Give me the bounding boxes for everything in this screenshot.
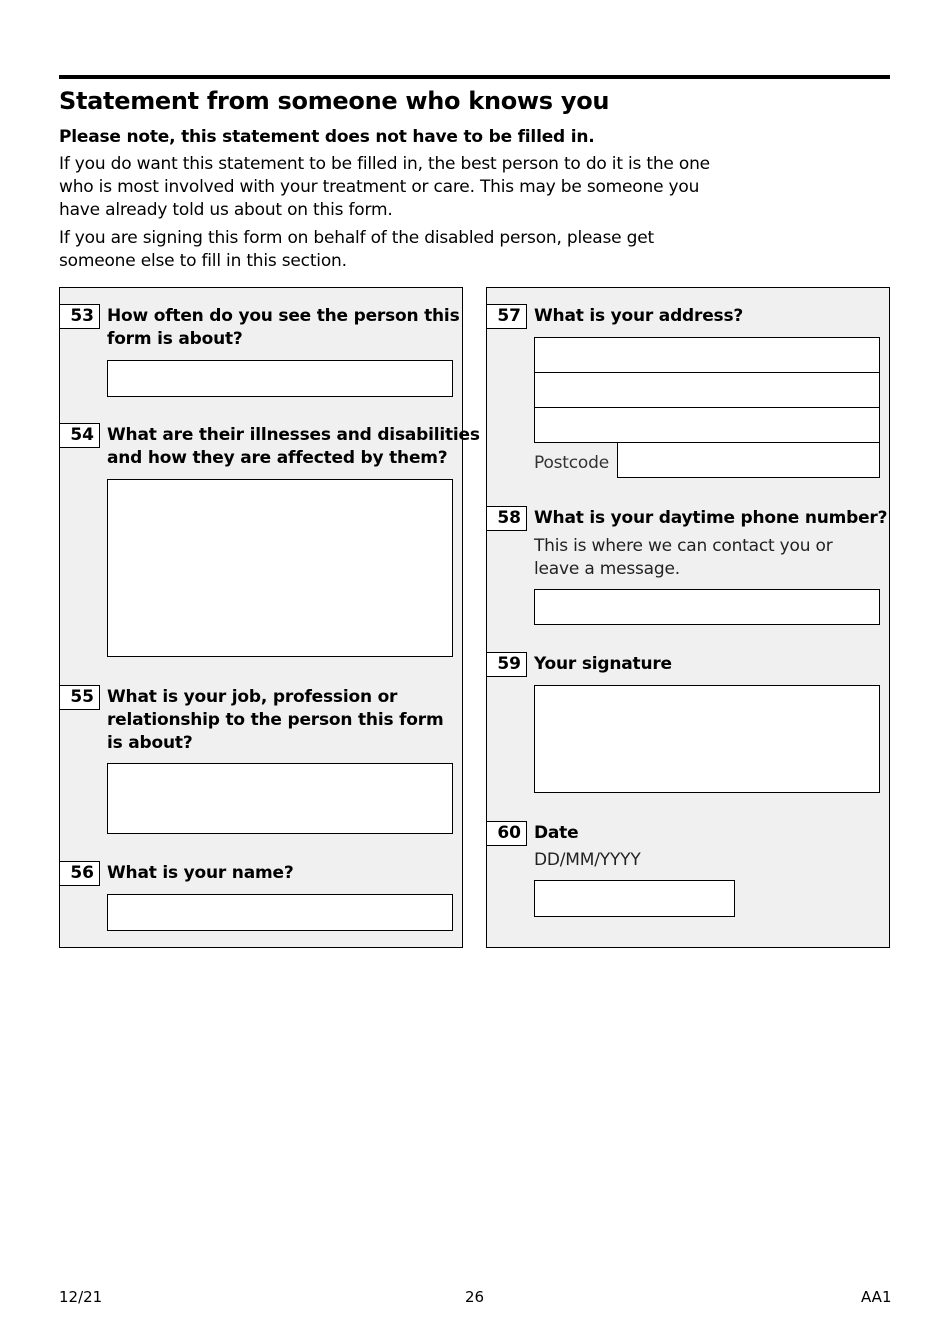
behalf-line: If you are signing this form on behalf of the disabled person, please get xyxy=(59,228,654,248)
question-line: What is your name? xyxy=(107,863,294,883)
question-number-59: 59 xyxy=(487,652,527,677)
phone-hint xyxy=(534,535,833,581)
question-59-text xyxy=(534,653,672,676)
question-53-text xyxy=(107,305,459,351)
question-line: Date xyxy=(534,823,579,843)
address-line-1-input[interactable] xyxy=(534,337,880,373)
section-title: Statement from someone who knows you xyxy=(59,87,610,115)
question-number-54: 54 xyxy=(60,423,100,448)
name-input[interactable] xyxy=(107,894,453,931)
question-number-55: 55 xyxy=(60,685,100,710)
footer-date-code: 12/21 xyxy=(59,1288,103,1306)
question-line: What is your job, profession or xyxy=(107,687,398,707)
hint-line: DD/MM/YYYY xyxy=(534,850,641,870)
question-58-text xyxy=(534,507,887,530)
question-57-text xyxy=(534,305,743,328)
question-55-text xyxy=(107,686,443,755)
behalf-line: someone else to fill in this section. xyxy=(59,251,347,271)
question-line: What is your daytime phone number? xyxy=(534,508,888,528)
question-56-text xyxy=(107,862,293,885)
date-format-hint xyxy=(534,849,641,872)
address-line-3-input[interactable] xyxy=(534,407,880,443)
phone-input[interactable] xyxy=(534,589,880,625)
question-line: How often do you see the person this xyxy=(107,306,460,326)
address-line-2-input[interactable] xyxy=(534,372,880,408)
intro-line: have already told us about on this form. xyxy=(59,200,393,220)
question-line: form is about? xyxy=(107,329,243,349)
relationship-textarea[interactable] xyxy=(107,763,453,834)
question-line: What is your address? xyxy=(534,306,744,326)
question-line: relationship to the person this form xyxy=(107,710,444,730)
top-rule xyxy=(59,75,890,79)
intro-line: who is most involved with your treatment or care. This may be someone you xyxy=(59,177,700,197)
question-number-60: 60 xyxy=(487,821,527,846)
intro-line: If you do want this statement to be filled in, the best person to do it is the one xyxy=(59,154,710,174)
question-60-text xyxy=(534,822,578,845)
question-number-58: 58 xyxy=(487,506,527,531)
frequency-input[interactable] xyxy=(107,360,453,397)
behalf-paragraph xyxy=(59,227,759,273)
intro-paragraph xyxy=(59,153,759,222)
postcode-input[interactable] xyxy=(617,442,880,478)
signature-box[interactable] xyxy=(534,685,880,793)
footer-form-code: AA1 xyxy=(861,1288,892,1306)
illnesses-textarea[interactable] xyxy=(107,479,453,657)
section-note: Please note, this statement does not have to be filled in. xyxy=(59,127,595,147)
hint-line: leave a message. xyxy=(534,559,680,579)
question-number-56: 56 xyxy=(60,861,100,886)
question-number-53: 53 xyxy=(60,304,100,329)
question-line: and how they are affected by them? xyxy=(107,448,448,468)
question-line: is about? xyxy=(107,733,193,753)
question-line: Your signature xyxy=(534,654,672,674)
question-line: What are their illnesses and disabilities xyxy=(107,425,480,445)
question-54-text xyxy=(107,424,480,470)
question-number-57: 57 xyxy=(487,304,527,329)
hint-line: This is where we can contact you or xyxy=(534,536,833,556)
date-input[interactable] xyxy=(534,880,735,917)
footer-page-number: 26 xyxy=(465,1288,485,1306)
postcode-label: Postcode xyxy=(534,453,609,473)
